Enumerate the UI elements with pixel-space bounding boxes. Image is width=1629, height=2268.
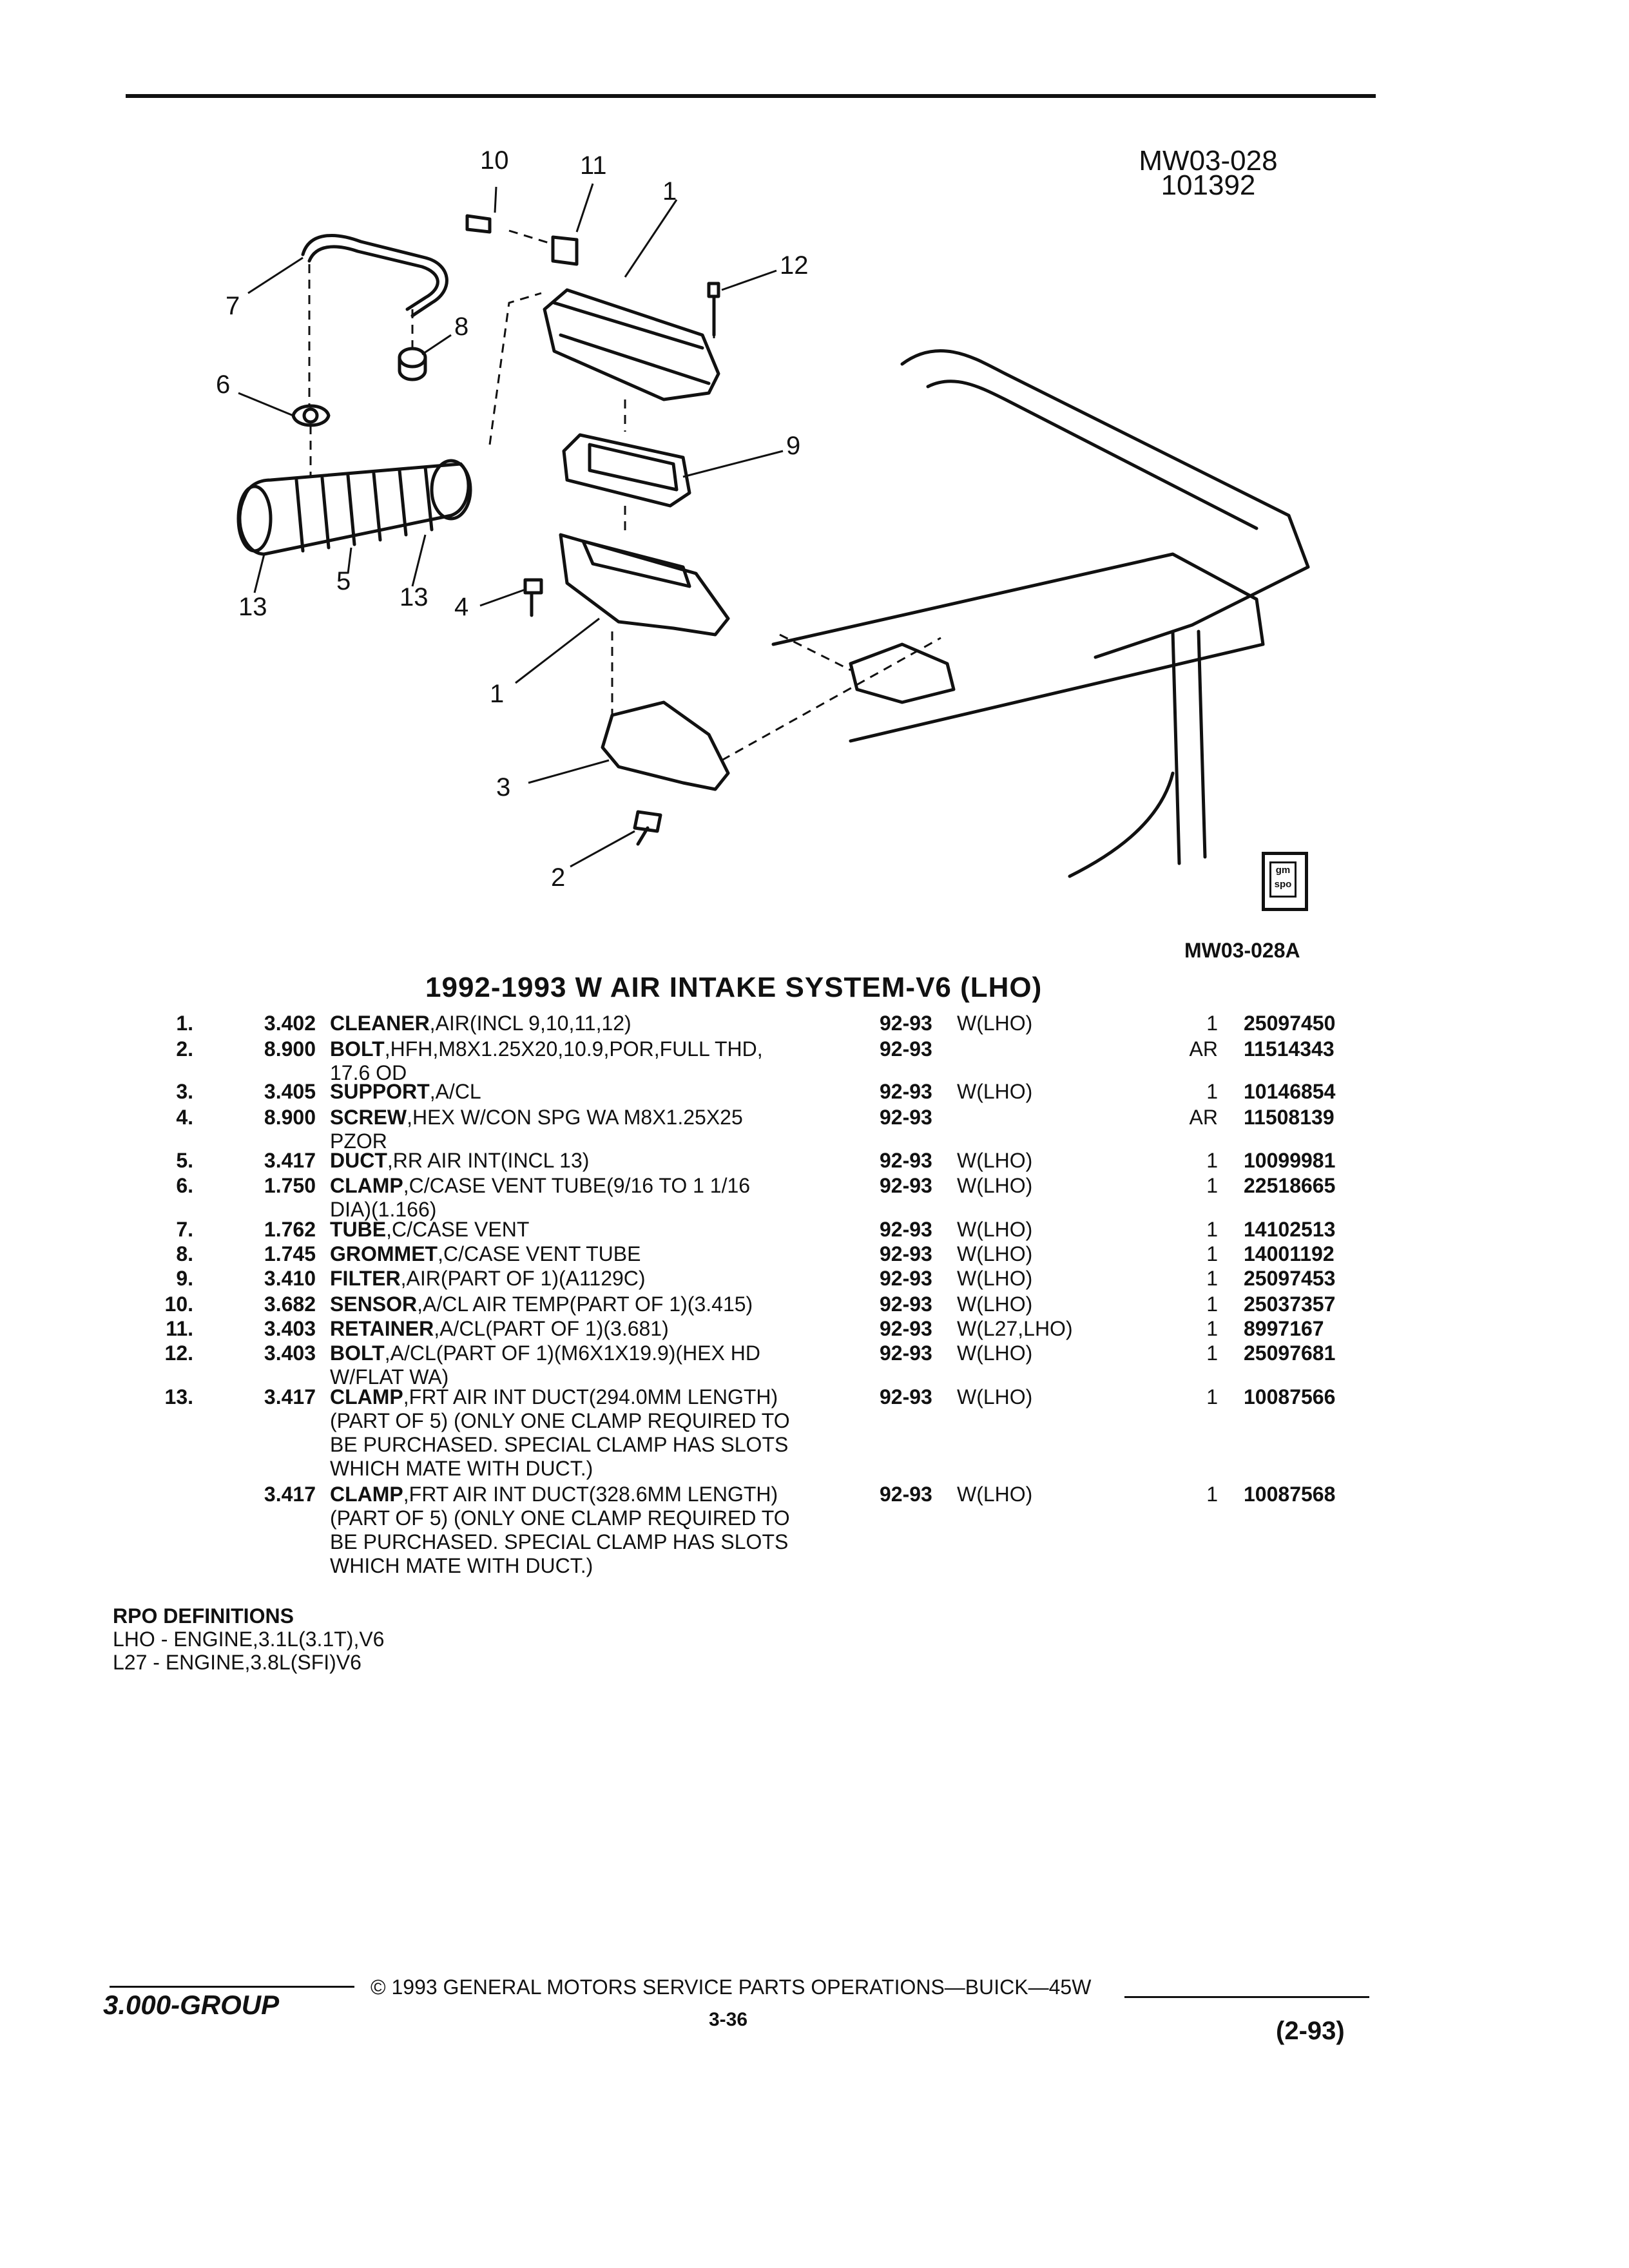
part-detail-continued: PZOR <box>330 1129 387 1153</box>
catalog-number: 1.750 <box>264 1174 316 1197</box>
usage-code: W(LHO) <box>957 1080 1033 1103</box>
footer-group: 3.000-GROUP <box>103 1990 280 2020</box>
model-years: 92-93 <box>880 1080 932 1103</box>
part-detail: ,A/CL <box>429 1080 481 1103</box>
gm-part-number: 22518665 <box>1244 1174 1336 1197</box>
catalog-number: 3.402 <box>264 1012 316 1035</box>
quantity: 1 <box>1206 1149 1218 1172</box>
gm-part-number: 10087566 <box>1244 1385 1336 1408</box>
model-years: 92-93 <box>880 1106 932 1129</box>
part-detail: ,C/CASE VENT TUBE(9/16 TO 1 1/16 <box>403 1174 751 1197</box>
catalog-number: 8.900 <box>264 1037 316 1061</box>
rpo-item: L27 - ENGINE,3.8L(SFI)V6 <box>113 1651 361 1674</box>
catalog-number: 3.405 <box>264 1080 316 1103</box>
usage-code: W(L27,LHO) <box>957 1317 1073 1340</box>
part-name: CLAMP <box>330 1174 403 1197</box>
part-number: 3. <box>176 1080 193 1103</box>
part-number: 2. <box>176 1037 193 1061</box>
catalog-number: 8.900 <box>264 1106 316 1129</box>
quantity: 1 <box>1206 1341 1218 1365</box>
part-name: GROMMET <box>330 1242 438 1265</box>
rpo-heading: RPO DEFINITIONS <box>113 1604 294 1628</box>
catalog-number: 3.682 <box>264 1293 316 1316</box>
footer-copyright: © 1993 GENERAL MOTORS SERVICE PARTS OPERATIONS—BUICK—45W <box>371 1975 1092 1999</box>
quantity: 1 <box>1206 1317 1218 1340</box>
usage-code: W(LHO) <box>957 1174 1033 1197</box>
page-title: 1992-1993 W AIR INTAKE SYSTEM-V6 (LHO) <box>425 972 1043 1003</box>
part-name: SENSOR <box>330 1293 418 1316</box>
model-years: 92-93 <box>880 1037 932 1061</box>
footer-rule-left <box>110 1986 354 1988</box>
part-detail-continued: WHICH MATE WITH DUCT.) <box>330 1554 593 1577</box>
part-number: 8. <box>176 1242 193 1265</box>
callout-1a: 1 <box>662 177 677 206</box>
quantity: 1 <box>1206 1483 1218 1506</box>
quantity: 1 <box>1206 1218 1218 1241</box>
callout-12: 12 <box>780 251 809 280</box>
part-detail: ,HFH,M8X1.25X20,10.9,POR,FULL THD, <box>384 1037 763 1061</box>
part-detail: ,A/CL(PART OF 1)(M6X1X19.9)(HEX HD <box>384 1341 760 1365</box>
callout-1b: 1 <box>490 680 505 708</box>
part-detail-continued: WHICH MATE WITH DUCT.) <box>330 1457 593 1480</box>
part-detail-continued: (PART OF 5) (ONLY ONE CLAMP REQUIRED TO <box>330 1506 790 1530</box>
gm-part-number: 25097453 <box>1244 1267 1336 1290</box>
part-detail-continued: (PART OF 5) (ONLY ONE CLAMP REQUIRED TO <box>330 1409 790 1432</box>
callout-3: 3 <box>496 773 511 802</box>
part-name: BOLT <box>330 1037 385 1061</box>
callout-13a: 13 <box>238 593 267 621</box>
gm-part-number: 8997167 <box>1244 1317 1324 1340</box>
model-years: 92-93 <box>880 1483 932 1506</box>
part-number: 7. <box>176 1218 193 1241</box>
part-number: 4. <box>176 1106 193 1129</box>
model-years: 92-93 <box>880 1174 932 1197</box>
part-number: 10. <box>164 1293 193 1316</box>
gm-part-number: 11514343 <box>1244 1037 1335 1061</box>
part-name: TUBE <box>330 1218 387 1241</box>
quantity: 1 <box>1206 1012 1218 1035</box>
callout-4: 4 <box>454 593 469 621</box>
footer-page-number: 3-36 <box>709 2009 748 2030</box>
part-detail: ,AIR(INCL 9,10,11,12) <box>429 1012 631 1035</box>
usage-code: W(LHO) <box>957 1483 1033 1506</box>
part-number: 11. <box>166 1317 193 1340</box>
usage-code: W(LHO) <box>957 1218 1033 1241</box>
part-detail: ,FRT AIR INT DUCT(294.0MM LENGTH) <box>403 1385 778 1408</box>
gm-part-number: 14102513 <box>1244 1218 1336 1241</box>
usage-code: W(LHO) <box>957 1341 1033 1365</box>
part-detail: ,A/CL AIR TEMP(PART OF 1)(3.415) <box>417 1293 753 1316</box>
callout-9: 9 <box>786 432 801 460</box>
callout-5: 5 <box>336 567 351 595</box>
catalog-number: 3.403 <box>264 1341 316 1365</box>
part-detail-continued: W/FLAT WA) <box>330 1365 449 1389</box>
catalog-number: 3.410 <box>264 1267 316 1290</box>
part-detail: ,C/CASE VENT <box>386 1218 530 1241</box>
callout-7: 7 <box>226 292 240 320</box>
quantity: 1 <box>1206 1385 1218 1408</box>
part-number: 5. <box>176 1149 193 1172</box>
part-name: CLAMP <box>330 1483 403 1506</box>
footer-date: (2-93) <box>1276 2017 1345 2045</box>
model-years: 92-93 <box>880 1317 932 1340</box>
catalog-number: 3.417 <box>264 1483 316 1506</box>
part-number: 13. <box>164 1385 193 1408</box>
model-years: 92-93 <box>880 1242 932 1265</box>
part-detail: ,HEX W/CON SPG WA M8X1.25X25 <box>407 1106 743 1129</box>
part-detail: ,AIR(PART OF 1)(A1129C) <box>400 1267 646 1290</box>
catalog-number: 3.403 <box>264 1317 316 1340</box>
usage-code: W(LHO) <box>957 1149 1033 1172</box>
model-years: 92-93 <box>880 1012 932 1035</box>
gm-part-number: 25097450 <box>1244 1012 1336 1035</box>
quantity: AR <box>1189 1106 1218 1129</box>
callout-10: 10 <box>480 146 509 175</box>
model-years: 92-93 <box>880 1149 932 1172</box>
gm-spo-logo: gm spo <box>1262 852 1308 911</box>
part-name: CLAMP <box>330 1385 403 1408</box>
model-years: 92-93 <box>880 1385 932 1408</box>
gm-part-number: 10146854 <box>1244 1080 1336 1103</box>
callout-11: 11 <box>580 151 607 180</box>
part-detail: ,A/CL(PART OF 1)(3.681) <box>434 1317 669 1340</box>
model-years: 92-93 <box>880 1218 932 1241</box>
catalog-number: 1.762 <box>264 1218 316 1241</box>
usage-code: W(LHO) <box>957 1267 1033 1290</box>
figure-code: MW03-028A <box>1184 939 1300 962</box>
rpo-item: LHO - ENGINE,3.1L(3.1T),V6 <box>113 1628 385 1651</box>
part-name: BOLT <box>330 1341 385 1365</box>
model-years: 92-93 <box>880 1341 932 1365</box>
quantity: 1 <box>1206 1242 1218 1265</box>
part-detail: ,RR AIR INT(INCL 13) <box>387 1149 590 1172</box>
part-name: DUCT <box>330 1149 387 1172</box>
part-number: 9. <box>176 1267 193 1290</box>
model-years: 92-93 <box>880 1293 932 1316</box>
part-detail-continued: BE PURCHASED. SPECIAL CLAMP HAS SLOTS <box>330 1530 789 1553</box>
part-detail-continued: 17.6 OD <box>330 1061 407 1084</box>
part-name: CLEANER <box>330 1012 430 1035</box>
exploded-parts-diagram <box>0 0 1629 934</box>
callout-8: 8 <box>454 312 469 341</box>
part-number: 1. <box>176 1012 193 1035</box>
gm-part-number: 25037357 <box>1244 1293 1336 1316</box>
callout-13b: 13 <box>400 583 429 611</box>
part-name: FILTER <box>330 1267 401 1290</box>
figure-id: MW03-028 <box>1139 145 1278 177</box>
quantity: 1 <box>1206 1293 1218 1316</box>
part-name: RETAINER <box>330 1317 434 1340</box>
catalog-number: 3.417 <box>264 1385 316 1408</box>
usage-code: W(LHO) <box>957 1385 1033 1408</box>
part-detail-continued: BE PURCHASED. SPECIAL CLAMP HAS SLOTS <box>330 1433 789 1456</box>
part-name: SUPPORT <box>330 1080 430 1103</box>
rpo-definitions <box>113 1604 384 1674</box>
quantity: 1 <box>1206 1174 1218 1197</box>
catalog-number: 1.745 <box>264 1242 316 1265</box>
usage-code: W(LHO) <box>957 1242 1033 1265</box>
part-number: 12. <box>164 1341 193 1365</box>
gm-part-number: 14001192 <box>1244 1242 1335 1265</box>
quantity: 1 <box>1206 1267 1218 1290</box>
usage-code: W(LHO) <box>957 1012 1033 1035</box>
gm-part-number: 10087568 <box>1244 1483 1336 1506</box>
part-detail: ,C/CASE VENT TUBE <box>438 1242 641 1265</box>
part-name: SCREW <box>330 1106 407 1129</box>
part-detail: ,FRT AIR INT DUCT(328.6MM LENGTH) <box>403 1483 778 1506</box>
part-number: 6. <box>176 1174 193 1197</box>
part-detail-continued: DIA)(1.166) <box>330 1198 437 1221</box>
gm-part-number: 25097681 <box>1244 1341 1336 1365</box>
callout-2: 2 <box>551 863 566 892</box>
gm-part-number: 10099981 <box>1244 1149 1336 1172</box>
figure-date-code: 101392 <box>1161 169 1256 201</box>
callout-6: 6 <box>216 370 231 399</box>
gm-part-number: 11508139 <box>1244 1106 1335 1129</box>
quantity: 1 <box>1206 1080 1218 1103</box>
catalog-number: 3.417 <box>264 1149 316 1172</box>
usage-code: W(LHO) <box>957 1293 1033 1316</box>
quantity: AR <box>1189 1037 1218 1061</box>
model-years: 92-93 <box>880 1267 932 1290</box>
footer-rule-right <box>1124 1996 1369 1998</box>
